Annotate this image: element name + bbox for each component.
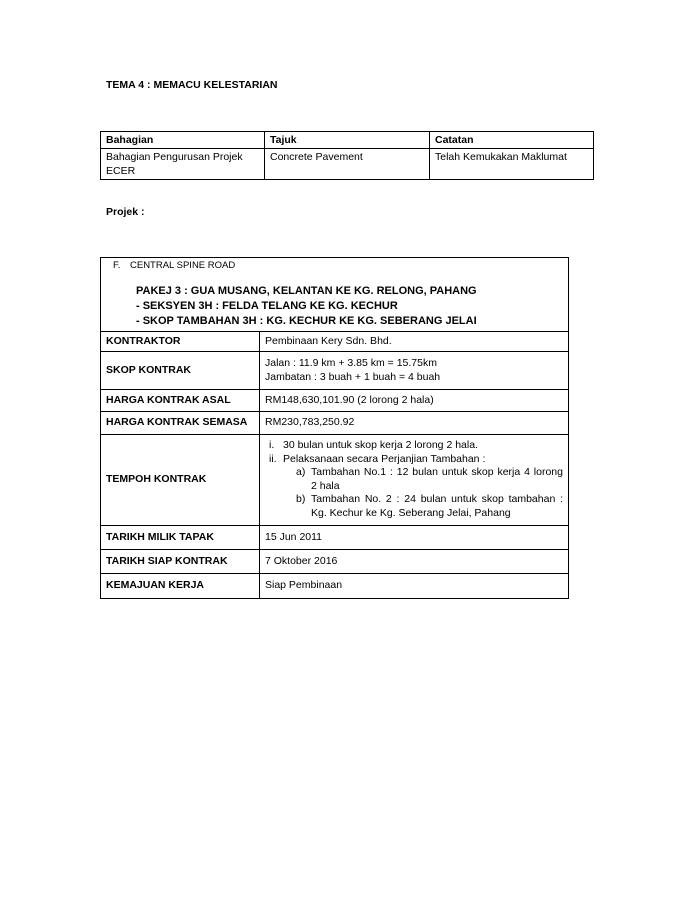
tempoh-item-ii — [269, 452, 563, 521]
cell-tajuk: Concrete Pavement — [265, 149, 430, 180]
header-tajuk: Tajuk — [265, 132, 430, 149]
marker-b: b) — [296, 493, 306, 505]
value-siap-kontrak: 7 Oktober 2016 — [260, 550, 569, 574]
value-harga-asal: RM148,630,101.90 (2 lorong 2 hala) — [260, 390, 569, 412]
row-harga-asal — [101, 390, 569, 412]
header-catatan: Catatan — [430, 132, 594, 149]
tempoh-sublist — [283, 466, 563, 520]
label-milik-tapak: TARIKH MILIK TAPAK — [101, 526, 260, 550]
header-bahagian: Bahagian — [101, 132, 265, 149]
row-skop — [101, 352, 569, 390]
package-line-3: - SKOP TAMBAHAN 3H : KG. KECHUR KE KG. SEBERANG JELAI — [136, 315, 477, 327]
summary-table — [100, 131, 594, 180]
cell-catatan: Telah Kemukakan Maklumat — [430, 149, 594, 180]
value-kontraktor: Pembinaan Kery Sdn. Bhd. — [260, 332, 569, 352]
row-kemajuan — [101, 574, 569, 599]
tempoh-item-b — [296, 493, 563, 520]
row-kontraktor — [101, 332, 569, 352]
row-milik-tapak — [101, 526, 569, 550]
section-title — [113, 260, 235, 271]
skop-jalan: Jalan : 11.9 km + 3.85 km = 15.75km — [265, 357, 437, 369]
marker-ii: ii. — [269, 452, 277, 465]
package-line-2: - SEKSYEN 3H : FELDA TELANG KE KG. KECHUR — [136, 300, 398, 312]
label-kemajuan: KEMAJUAN KERJA — [101, 574, 260, 599]
value-tempoh — [260, 435, 569, 526]
page-heading: TEMA 4 : MEMACU KELESTARIAN — [106, 79, 278, 91]
label-tempoh: TEMPOH KONTRAK — [101, 435, 260, 526]
contract-details-table — [100, 331, 569, 599]
section-name: CENTRAL SPINE ROAD — [130, 260, 236, 271]
text-b: Tambahan No. 2 : 24 bulan untuk skop tambahan : Kg. Kechur ke Kg. Seberang Jelai, Pahang — [311, 493, 563, 519]
summary-row — [101, 149, 594, 180]
label-harga-semasa: HARGA KONTRAK SEMASA — [101, 412, 260, 435]
summary-header-row — [101, 132, 594, 149]
label-skop: SKOP KONTRAK — [101, 352, 260, 390]
cell-bahagian: Bahagian Pengurusan Projek ECER — [101, 149, 265, 180]
section-letter: F. — [113, 260, 121, 271]
row-siap-kontrak — [101, 550, 569, 574]
marker-i: i. — [269, 439, 275, 451]
skop-jambatan: Jambatan : 3 buah + 1 buah = 4 buah — [265, 370, 441, 383]
label-kontraktor: KONTRAKTOR — [101, 332, 260, 352]
value-skop — [260, 352, 569, 390]
label-siap-kontrak: TARIKH SIAP KONTRAK — [101, 550, 260, 574]
row-harga-semasa — [101, 412, 569, 435]
tempoh-list — [265, 439, 563, 520]
value-harga-semasa: RM230,783,250.92 — [260, 412, 569, 435]
marker-a: a) — [296, 466, 306, 478]
value-kemajuan: Siap Pembinaan — [260, 574, 569, 599]
value-milik-tapak: 15 Jun 2011 — [260, 526, 569, 550]
text-ii: Pelaksanaan secara Perjanjian Tambahan : — [283, 452, 486, 465]
tempoh-item-a — [296, 466, 563, 493]
text-i: 30 bulan untuk skop kerja 2 lorong 2 hala. — [283, 439, 478, 451]
text-a: Tambahan No.1 : 12 bulan untuk skop kerja 4 lorong 2 hala — [311, 466, 563, 492]
package-line-1: PAKEJ 3 : GUA MUSANG, KELANTAN KE KG. RELONG, PAHANG — [136, 285, 477, 297]
projek-label: Projek : — [106, 206, 145, 218]
label-harga-asal: HARGA KONTRAK ASAL — [101, 390, 260, 412]
tempoh-item-i — [269, 439, 563, 453]
row-tempoh — [101, 435, 569, 526]
